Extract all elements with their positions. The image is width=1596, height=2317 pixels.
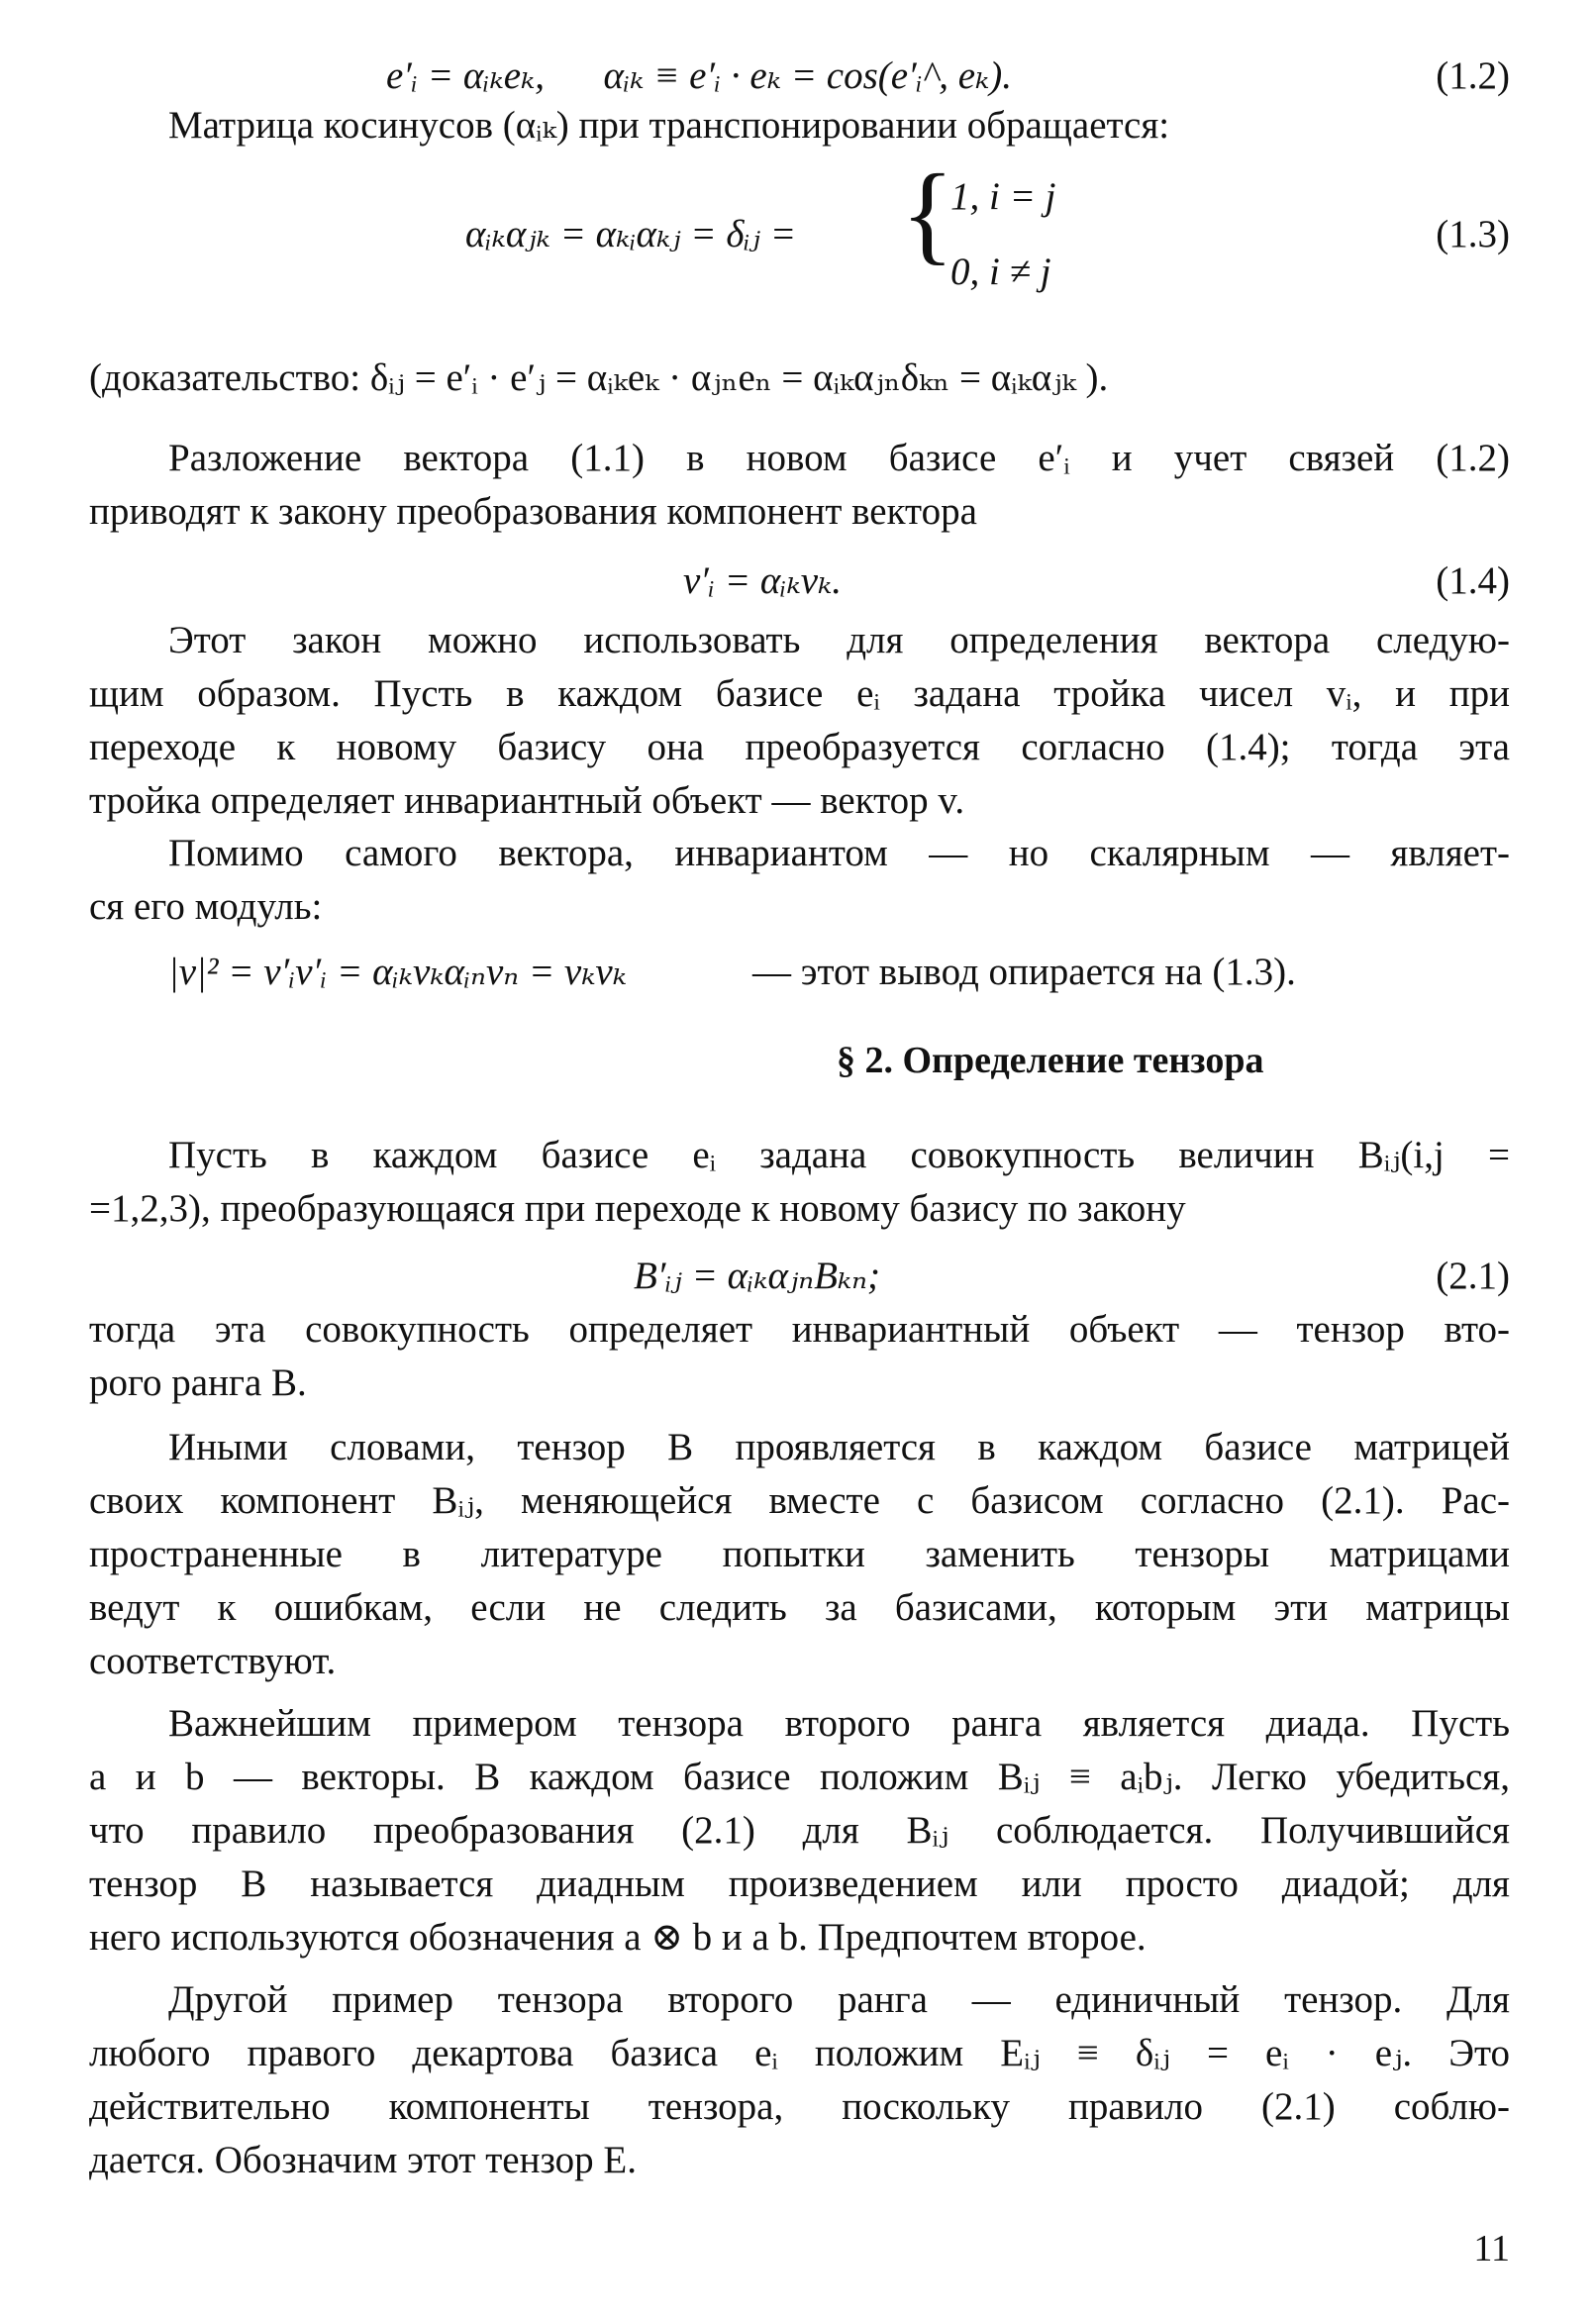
paragraph-tensor-def-line-2: =1,2,3), преобразующаяся при переходе к новому базису по закону: [89, 1187, 1186, 1230]
paragraph-matrix-line-5: соответствуют.: [89, 1640, 337, 1682]
paragraph-law-line-4: тройка определяет инвариантный объект — вектор v.: [89, 779, 965, 822]
paragraph-decomposition-line-2: приводят к закону преобразования компонент вектора: [89, 490, 977, 533]
paragraph-unit-tensor-line-2: любого правого декартова базиса eᵢ положим Eᵢⱼ ≡ δᵢⱼ = eᵢ · eⱼ. Это: [89, 2032, 1510, 2074]
paragraph-matrix-line-4: ведут к ошибкам, если не следить за базисами, которым эти матрицы: [89, 1586, 1510, 1629]
equation-1-2: [386, 50, 1012, 102]
equation-number-1-4: (1.4): [1436, 559, 1510, 602]
paragraph-dyad-line-5: него используются обозначения a ⊗ b и a b. Предпочтем второе.: [89, 1916, 1147, 1959]
paragraph-cosine-matrix: [168, 99, 1510, 151]
paragraph-matrix-line-3: пространенные в литературе попытки заменить тензоры матрицами: [89, 1533, 1510, 1575]
paragraph-modulus-line-2: ся его модуль:: [89, 885, 323, 928]
paragraph-law-line-1: Этот закон можно использовать для определения вектора следую-: [168, 619, 1510, 661]
left-brace-icon: {: [901, 152, 954, 275]
equation-2-1: B′ᵢⱼ = αᵢₖαⱼₙBₖₙ;: [634, 1255, 880, 1297]
equation-1-3-case-1: 1, i = j: [950, 175, 1056, 218]
paragraph-decomposition-line-1: Разложение вектора (1.1) в новом базисе e′ᵢ и учет связей (1.2): [168, 437, 1510, 479]
equation-1-3: [465, 208, 796, 260]
paragraph-matrix-line-2: своих компонент Bᵢⱼ, меняющейся вместе с базисом согласно (2.1). Рас-: [89, 1479, 1510, 1522]
book-page: [89, 0, 1510, 2317]
equation-modulus: |v|² = v′ᵢv′ᵢ = αᵢₖvₖαᵢₙvₙ = vₖvₖ: [168, 951, 627, 993]
paragraph-matrix-line-1: Иными словами, тензор B проявляется в каждом базисе матрицей: [168, 1426, 1510, 1468]
paragraph-dyad-line-3: что правило преобразования (2.1) для Bᵢⱼ соблюдается. Получившийся: [89, 1809, 1510, 1852]
paragraph-law-line-2: щим образом. Пусть в каждом базисе eᵢ задана тройка чисел vᵢ, и при: [89, 672, 1510, 715]
equation-1-2-rhs: αᵢₖ ≡ e′ᵢ · eₖ = cos(e′ᵢ^, eₖ).: [603, 54, 1012, 97]
paragraph-dyad-line-2: a и b — векторы. В каждом базисе положим Bᵢⱼ ≡ aᵢbⱼ. Легко убедиться,: [89, 1756, 1510, 1798]
paragraph-tensor-object-line-1: тогда эта совокупность определяет инвариантный объект — тензор вто-: [89, 1308, 1510, 1351]
paragraph-law-line-3: переходе к новому базису она преобразуется согласно (1.4); тогда эта: [89, 726, 1510, 768]
proof-text: (доказательство: δᵢⱼ = e′ᵢ · e′ⱼ = αᵢₖeₖ · αⱼₙeₙ = αᵢₖαⱼₙδₖₙ = αᵢₖαⱼₖ ).: [89, 356, 1109, 399]
equation-1-4: v′ᵢ = αᵢₖvₖ.: [683, 559, 842, 602]
proof-line: [89, 352, 1510, 404]
paragraph-unit-tensor-line-4: дается. Обозначим этот тензор E.: [89, 2139, 637, 2181]
equation-1-3-lhs: αᵢₖαⱼₖ = αₖᵢαₖⱼ = δᵢⱼ =: [465, 213, 797, 255]
paragraph-modulus-line-1: Помимо самого вектора, инвариантом — но скалярным — являет-: [168, 832, 1510, 874]
paragraph-cosine-matrix-text: Матрица косинусов (αᵢₖ) при транспонировании обращается:: [168, 104, 1170, 147]
equation-number-2-1: (2.1): [1436, 1255, 1510, 1297]
paragraph-tensor-def-line-1: Пусть в каждом базисе eᵢ задана совокупность величин Bᵢⱼ(i,j =: [168, 1134, 1510, 1176]
paragraph-unit-tensor-line-3: действительно компоненты тензора, поскольку правило (2.1) соблю-: [89, 2085, 1510, 2128]
equation-1-2-lhs: e′ᵢ = αᵢₖeₖ,: [386, 54, 545, 97]
paragraph-tensor-object-line-2: рого ранга B.: [89, 1361, 307, 1404]
equation-1-3-case-2: 0, i ≠ j: [950, 251, 1051, 293]
equation-number-1-3: (1.3): [1436, 213, 1510, 255]
equation-number-1-2: (1.2): [1436, 54, 1510, 97]
paragraph-dyad-line-1: Важнейшим примером тензора второго ранга является диада. Пусть: [168, 1702, 1510, 1745]
paragraph-unit-tensor-line-1: Другой пример тензора второго ранга — единичный тензор. Для: [168, 1978, 1510, 2021]
section-heading: § 2. Определение тензора: [837, 1040, 1264, 1081]
page-number: 11: [1473, 2228, 1510, 2269]
equation-modulus-comment: — этот вывод опирается на (1.3).: [752, 951, 1296, 993]
paragraph-dyad-line-4: тензор B называется диадным произведением или просто диадой; для: [89, 1863, 1510, 1905]
